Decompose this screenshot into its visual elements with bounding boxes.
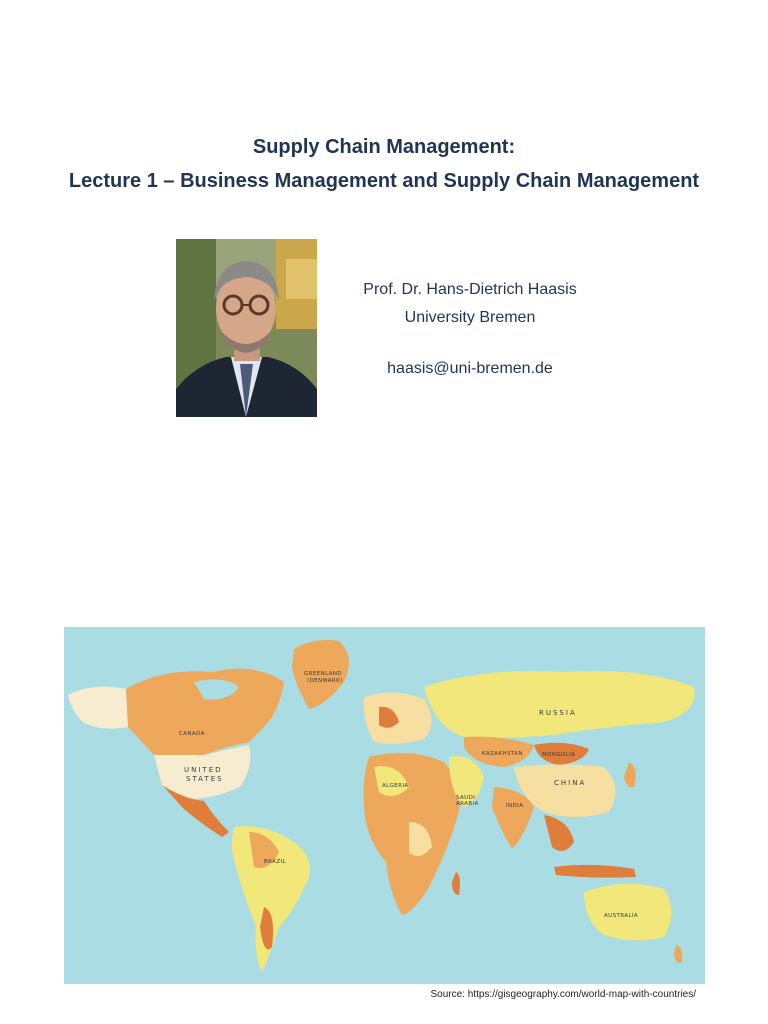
author-name: Prof. Dr. Hans-Dietrich Haasis [363, 281, 577, 298]
author-email[interactable]: haasis@uni-bremen.de [387, 360, 553, 377]
label-algeria: ALGERIA [382, 783, 409, 789]
label-usa-2: STATES [186, 775, 224, 783]
label-canada: CANADA [179, 731, 205, 737]
title-line-1: Supply Chain Management: [252, 136, 516, 158]
label-greenland-sub: (DENMARK) [307, 678, 343, 684]
label-kazakhstan: KAZAKHSTAN [482, 751, 523, 757]
label-greenland: GREENLAND [304, 671, 343, 677]
title-line-2: Lecture 1 – Business Management and Supply Chain Management [68, 170, 700, 192]
author-photo [176, 239, 317, 417]
label-australia: AUSTRALIA [604, 913, 639, 919]
label-russia: RUSSIA [539, 709, 577, 717]
author-block [320, 276, 620, 381]
label-brazil: BRAZIL [264, 859, 286, 865]
label-usa-1: UNITED [184, 766, 223, 774]
source-citation: Source: https://gisgeography.com/world-map-with-countries/ [430, 989, 696, 1000]
world-map [64, 627, 705, 984]
author-institution: University Bremen [404, 309, 536, 326]
title-block [0, 130, 768, 198]
label-mongolia: MONGOLIA [542, 752, 576, 758]
label-saudi-1: SAUDI [456, 795, 476, 801]
label-india: INDIA [506, 803, 524, 809]
label-china: CHINA [554, 779, 587, 787]
label-saudi-2: ARABIA [456, 801, 479, 807]
